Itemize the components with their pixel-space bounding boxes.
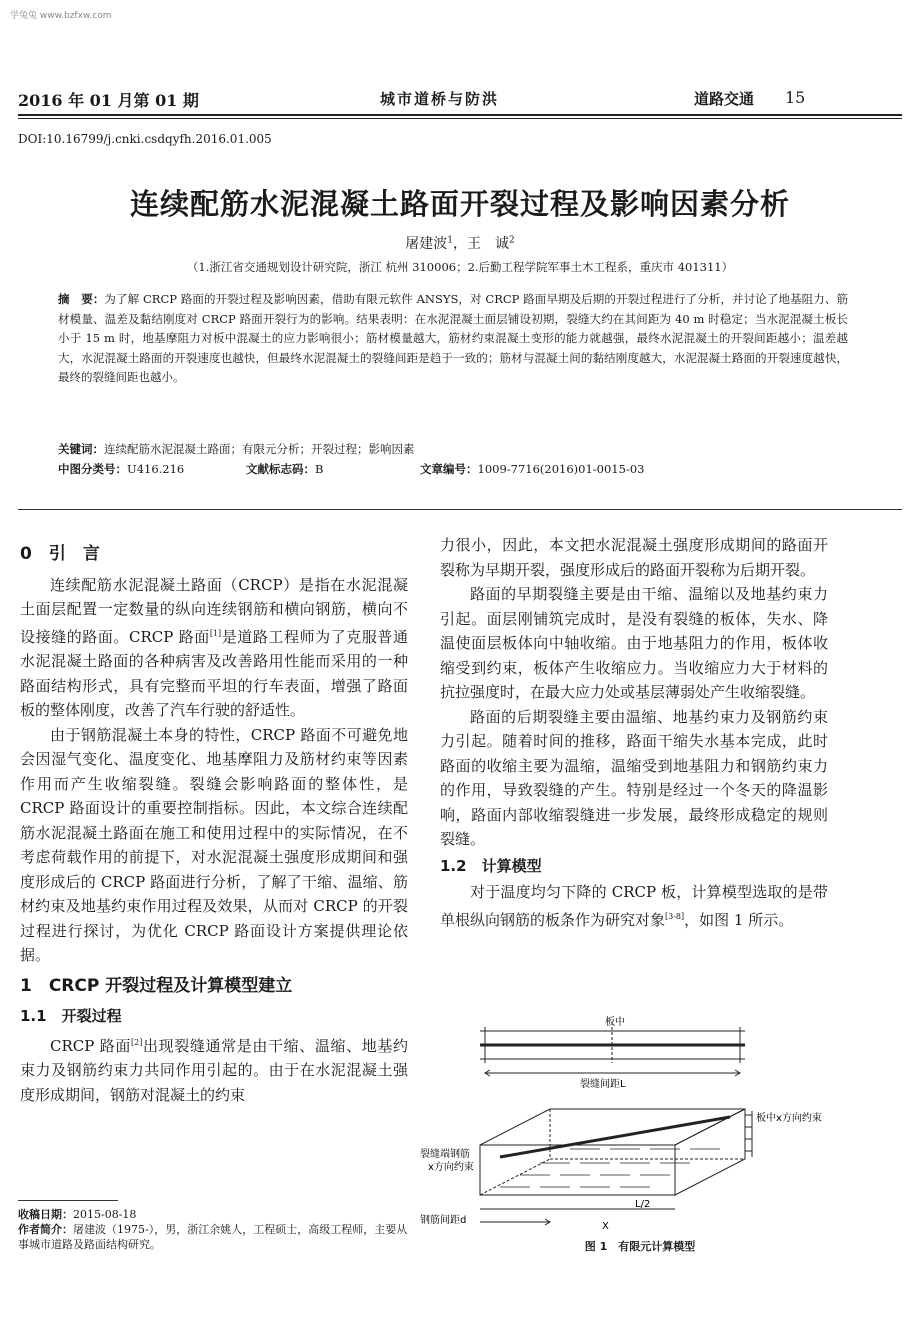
heading-introduction: 0 引 言 <box>20 544 100 564</box>
heading-section-1-2: 1.2 计算模型 <box>440 856 542 875</box>
section-1-1-paragraph <box>20 1031 408 1108</box>
author-2-affil: 2 <box>509 235 515 246</box>
figure-1-caption: 图 1 有限元计算模型 <box>584 1240 696 1253</box>
section-1-2-paragraph <box>440 880 828 932</box>
author-separator: ， <box>453 236 467 252</box>
header-rule-thin <box>18 118 902 119</box>
author-2: 王 诚 <box>467 236 509 252</box>
paper-title: 连续配筋水泥混凝土路面开裂过程及影响因素分析 <box>129 187 790 221</box>
left-column <box>20 542 408 1107</box>
text-run: 出现裂缝通常是由干缩、温缩、地基约束力及钢筋约束力共同作用引起的。由于在水泥混凝土强度形成期间，钢筋对混凝土的约束 <box>20 1036 408 1104</box>
author-bio-label: 作者简介： <box>18 1223 73 1236</box>
abstract <box>58 290 848 388</box>
header-rule <box>18 114 902 116</box>
author-1: 屠建波 <box>405 236 448 252</box>
clc-value: U416.216 <box>127 462 185 476</box>
fig-label-end-a: 裂缝端钢筋 <box>420 1149 470 1160</box>
heading-section-1: 1 CRCP 开裂过程及计算模型建立 <box>20 975 293 996</box>
heading-section-1-1: 1.1 开裂过程 <box>20 1007 122 1025</box>
fig-label-center: 板中 <box>605 1017 625 1028</box>
text-run: 连续配筋水泥混凝土路面（CRCP）是指在水泥混凝土面层配置一定数量的纵向连续钢筋和横向钢筋，横向不设接缝的路面。CRCP 路面 <box>20 575 408 646</box>
support-symbols <box>745 1111 752 1157</box>
author-bio <box>18 1222 408 1252</box>
citation: [3-8] <box>665 911 685 921</box>
watermark: 学兔兔 www.bzfxw.com <box>10 11 112 21</box>
clc <box>58 461 184 477</box>
fig-label-rebar: 钢筋间距d <box>420 1215 467 1226</box>
model-box-top <box>480 1109 745 1145</box>
hidden-edge <box>480 1159 550 1195</box>
header-page-number: 15 <box>785 88 806 107</box>
article-number-label: 文章编号： <box>420 462 478 476</box>
intro-paragraph-1 <box>20 573 408 723</box>
fig-label-mid-x: 板中x方向约束 <box>756 1113 822 1124</box>
fig-label-half: L/2 <box>635 1199 651 1210</box>
header-issue: 2016 年 01 月第 01 期 <box>18 91 199 110</box>
text-run: 对于温度均匀下降的 CRCP 板，计算模型选取的是带单根纵向钢筋的板条作为研究对象 <box>440 883 828 929</box>
doi: DOI:10.16799/j.cnki.csdqyfh.2016.01.005 <box>18 132 272 146</box>
right-paragraph-3: 路面的后期裂缝主要由温缩、地基约束力及钢筋约束力引起。随着时间的推移，路面干缩失水基本完成，此时路面的收缩主要为温缩，温缩受到地基阻力和钢筋约束力的作用，导致裂缝的产生。特别是经过一个冬天的降温影响，路面内部收缩裂缝进一步发展，最终形成稳定的规则裂缝。 <box>440 707 828 848</box>
abstract-label: 摘 要： <box>58 292 105 306</box>
received-value: 2015-08-18 <box>73 1208 137 1221</box>
intro-paragraph-2: 由于钢筋混凝土本身的特性，CRCP 路面不可避免地会因湿气变化、温度变化、地基摩阻力及筋材约束等因素作用而产生收缩裂缝。裂缝会影响路面的整体性，是 CRCP 路面设计的重要控制指标。因此，本文综合连续配筋水泥混凝土路面在施工和使用过程中的实际情况，在不考虑荷载作用的前提下，对水泥混凝土强度形成期间和强度形成后的 CRCP 路面进行分析，了解了干缩、温缩、筋材约束及地基约束作用过程及效果，从而对 CRCP 的开裂过程进行探讨，为优化 CRCP 路面设计方案提供理论依据。 <box>20 725 408 964</box>
keywords <box>58 441 848 457</box>
citation: [2] <box>131 1037 143 1047</box>
author-bio-text: 屠建波（1975-），男，浙江余姚人，工程硕士，高级工程师，主要从事城市道路及路面结构研究。 <box>18 1223 408 1251</box>
fig-label-spacing: 裂缝间距L <box>580 1079 626 1090</box>
right-column <box>440 533 828 932</box>
author-1-affil: 1 <box>447 235 453 246</box>
doc-code-value: B <box>315 462 324 476</box>
article-number <box>420 461 644 477</box>
right-paragraph-2: 路面的早期裂缝主要是由干缩、温缩以及地基约束力引起。面层刚铺筑完成时，是没有裂缝的板体，失水、降温使面层板体向中轴收缩。由于地基阻力的作用，板体收缩受到约束，板体产生收缩应力。当收缩应力大于材料的抗拉强度时，在最大应力处或基层薄弱处产生收缩裂缝。 <box>440 585 828 701</box>
footnote <box>18 1207 408 1252</box>
text-run: ，如图 1 所示。 <box>684 910 794 929</box>
authors <box>0 233 920 253</box>
header-journal: 城市道桥与防洪 <box>380 90 500 108</box>
text-run: 是道路工程师为了克服普通水泥混凝土路面的各种病害及改善路用性能而采用的一种路面结构形式，具有完整而平坦的行车表面，增强了路面板的整体刚度，改善了汽车行驶的舒适性。 <box>20 627 408 719</box>
right-paragraph-1: 力很小，因此，本文把水泥混凝土强度形成期间的路面开裂称为早期开裂，强度形成后的路面开裂称为后期开裂。 <box>440 536 828 579</box>
footnote-rule <box>18 1200 118 1201</box>
clc-label: 中图分类号： <box>58 462 127 476</box>
abstract-divider <box>18 509 902 510</box>
figure-1-model <box>420 1017 840 1257</box>
abstract-text: 为了解 CRCP 路面的开裂过程及影响因素，借助有限元软件 ANSYS，对 CRCP 路面早期及后期的开裂过程进行了分析，并讨论了地基阻力、筋材模量、温差及黏结刚度对 CRCP 路面开裂行为的影响。结果表明：在水泥混凝土面层铺设初期，裂缝大约在其间距为 40 m 时稳定；当水泥混凝土板长小于 15 m 时，地基摩阻力对板中混凝土的应力影响很小；筋材模量越大，筋材约束混凝土变形的能力就越强，最终水泥混凝土的开裂间距越小；温差越大，水泥混凝土路面的开裂速度也越快，但最终水泥混凝土的裂缝间距是趋于一致的；筋材与混凝土间的黏结刚度越大，水泥混凝土路面的开裂速度越快，最终的裂缝间距也越小。 <box>58 292 848 384</box>
fig-label-x: X <box>602 1221 609 1232</box>
fig-label-end-b: x方向约束 <box>428 1162 474 1173</box>
keywords-text: 连续配筋水泥混凝土路面；有限元分析；开裂过程；影响因素 <box>104 442 415 456</box>
friction-arrows <box>500 1149 720 1187</box>
header-section: 道路交通 <box>694 90 755 108</box>
article-number-value: 1009-7716(2016)01-0015-03 <box>477 462 645 476</box>
affiliation: （1.浙江省交通规划设计研究院，浙江 杭州 310006；2.后勤工程学院军事土木工程系，重庆市 401311） <box>186 260 734 274</box>
doc-code <box>246 461 323 477</box>
citation: [1] <box>209 628 222 638</box>
text-run: CRCP 路面 <box>50 1036 131 1055</box>
keywords-label: 关键词： <box>58 442 104 456</box>
doc-code-label: 文献标志码： <box>246 462 315 476</box>
received-label: 收稿日期： <box>18 1208 73 1221</box>
model-box-front <box>480 1145 675 1195</box>
received-date <box>18 1207 408 1222</box>
rebar-3d <box>500 1117 730 1157</box>
